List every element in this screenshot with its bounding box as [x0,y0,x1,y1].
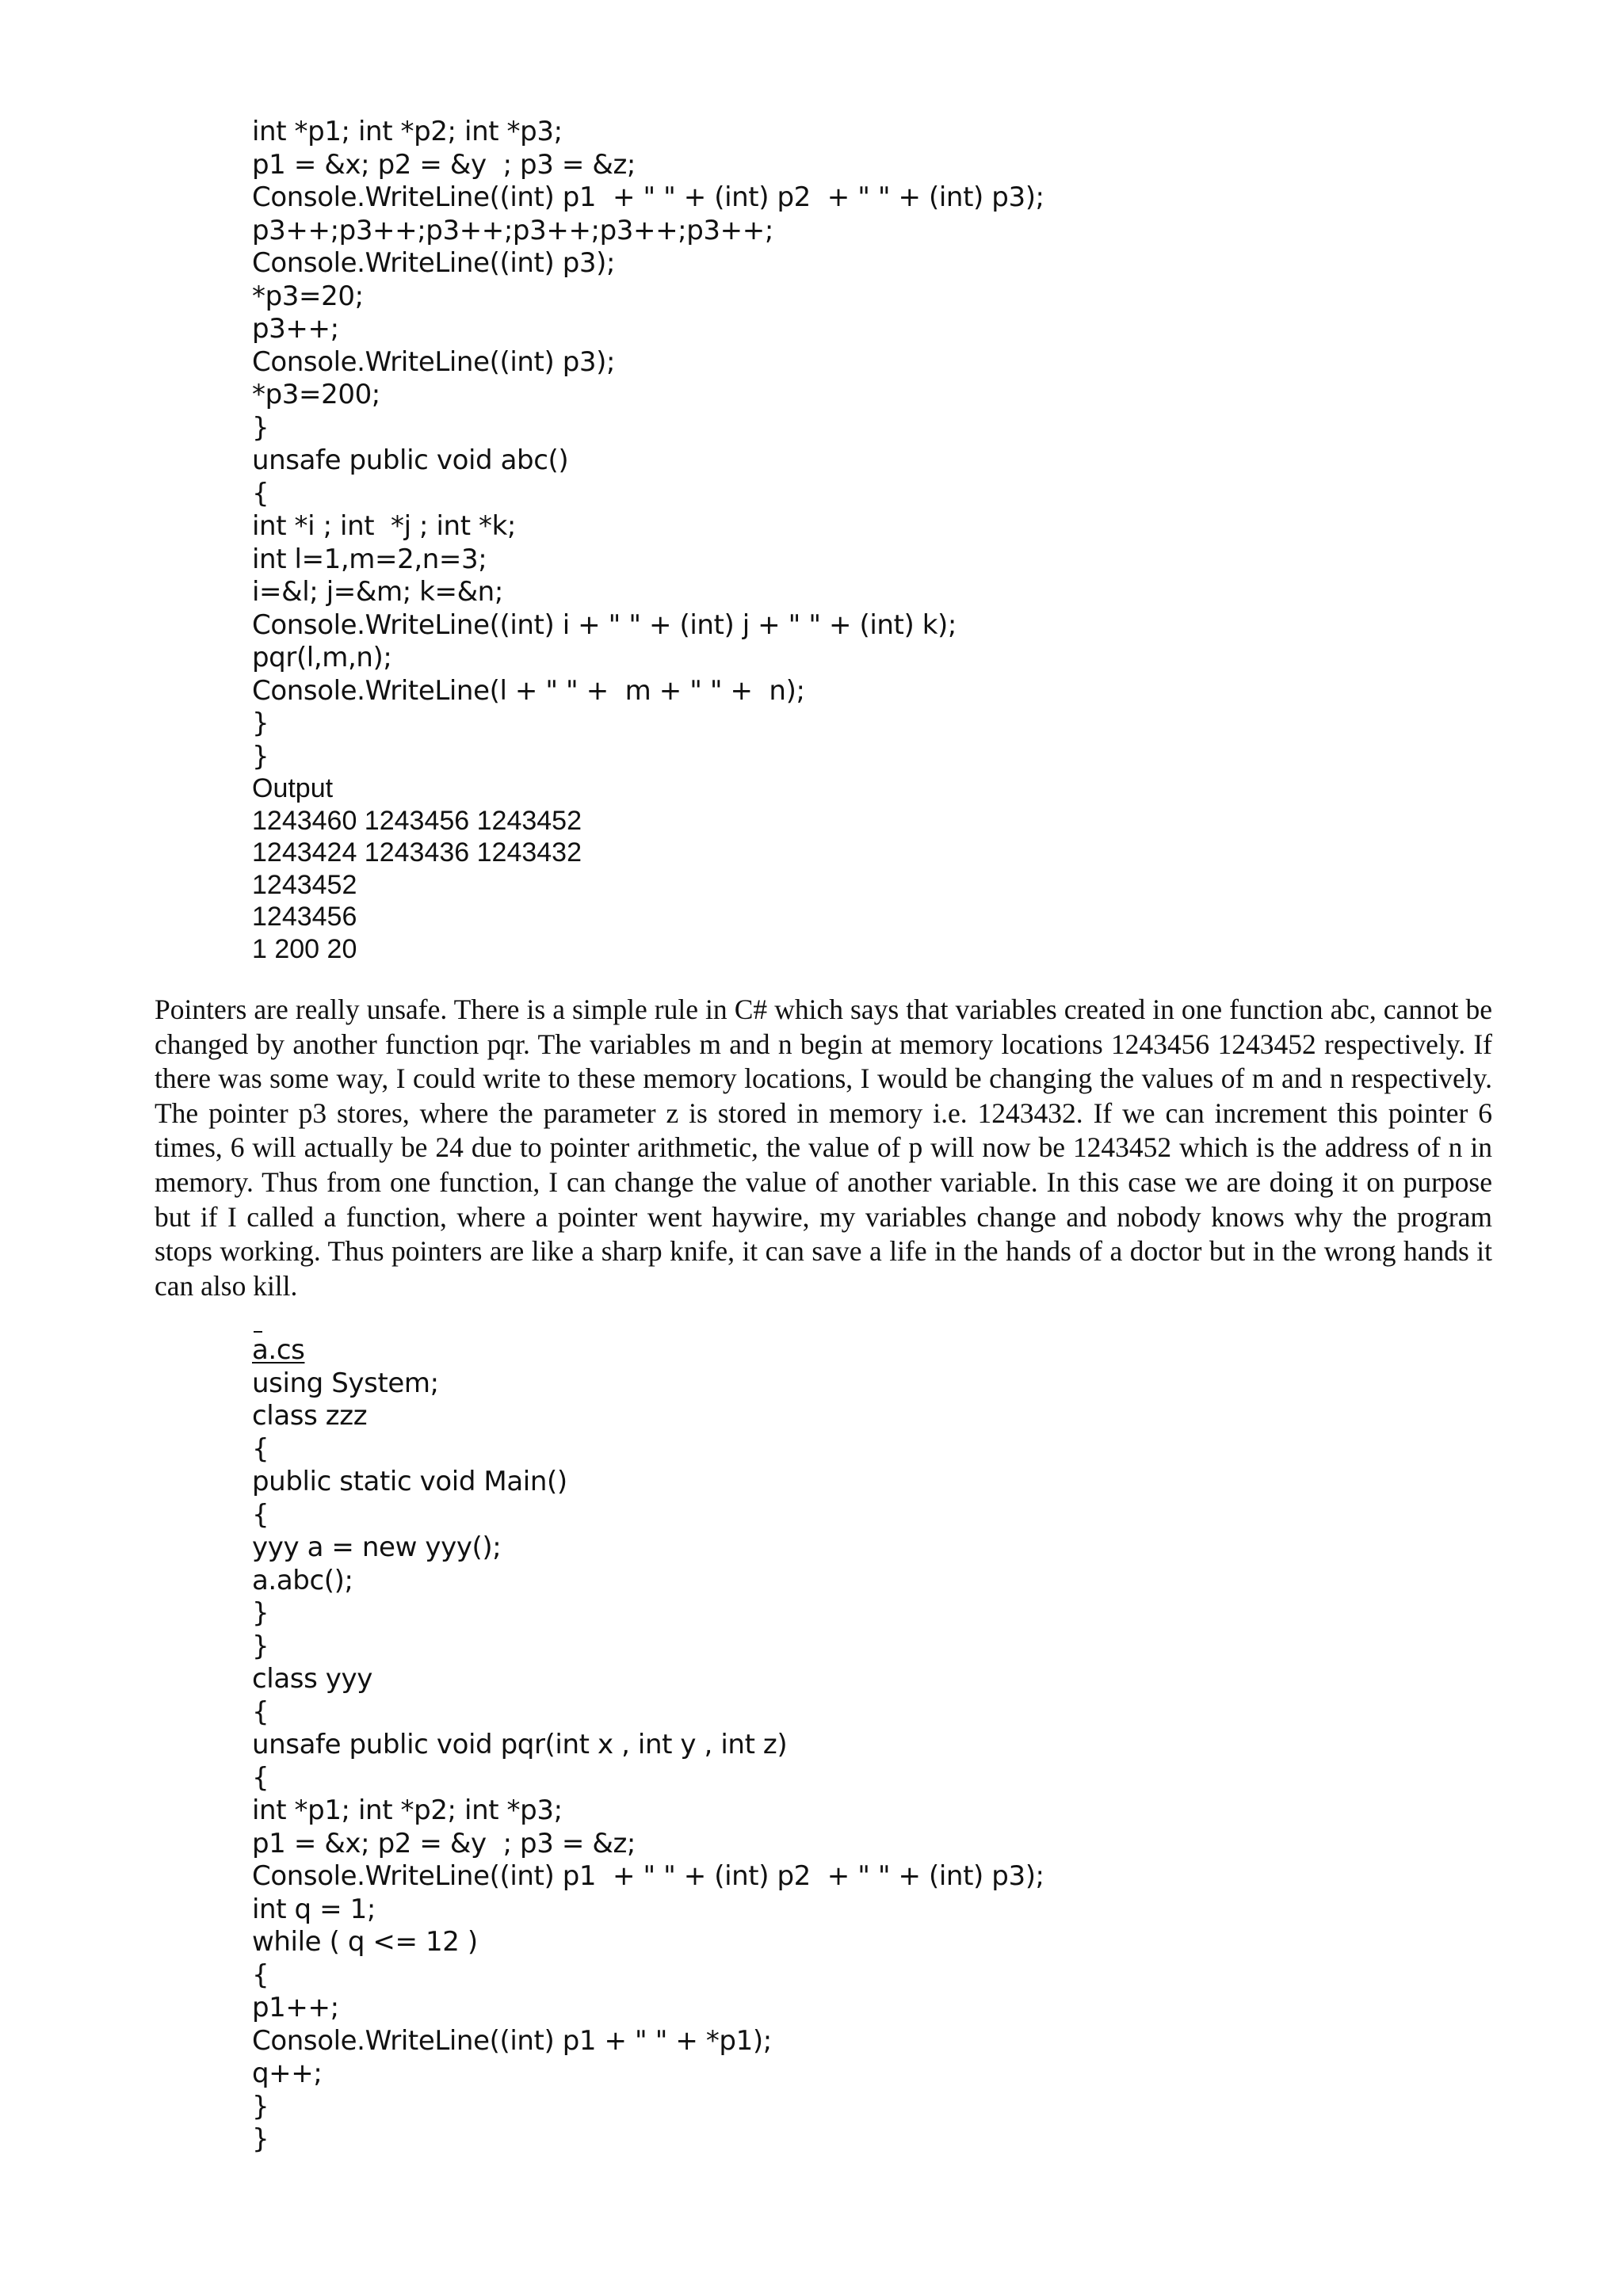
code-line: public static void Main() [252,1466,567,1497]
code-line: unsafe public void pqr(int x , int y , int z) [252,1729,788,1760]
code-line: } [252,2090,269,2122]
code-line: } [252,411,269,444]
code-line: } [252,2123,269,2155]
code-line: { [252,1958,269,1991]
code-line: { [252,1432,269,1465]
code-line: pqr(l,m,n); [252,642,392,673]
code-line: int l=1,m=2,n=3; [252,543,487,575]
code-line: p3++;p3++;p3++;p3++;p3++;p3++; [252,214,773,246]
code-line: p1++; [252,1992,339,2023]
code-line: { [252,1695,269,1728]
program-output [252,772,582,965]
code-line: *p3=200; [252,379,380,410]
code-line: { [252,1761,269,1794]
file-name-line [252,1334,1044,1367]
output-line: 1243460 1243456 1243452 [252,805,582,836]
code-line: using System; [252,1367,439,1399]
code-line: class zzz [252,1400,368,1432]
code-line: int *p1; int *p2; int *p3; [252,116,563,147]
code-line: Console.WriteLine((int) i + " " + (int) j + " " + (int) k); [252,608,957,641]
code-line: int *i ; int *j ; int *k; [252,510,516,542]
output-line: 1243452 [252,869,357,900]
code-line: } [252,740,269,772]
code-line: } [252,1630,269,1662]
body-paragraph: Pointers are really unsafe. There is a simple rule in C# which says that variables created in one function abc, cannot be changed by another function pqr. The variables m and n begin at memory locations 1243456 1243452 respectively. If there was some way, I could write to these memory locations, I would be changing the values of m and n respectively. The pointer p3 stores, where the parameter z is stored in memory i.e. 1243432. If we can increment this pointer 6 times, 6 will actually be 24 due to pointer arithmetic, the value of p will now be 1243452 which is the address of n in memory. Thus from one function, I can change the value of another variable. In this case we are doing it on purpose but if I called a function, where a pointer went haywire, my variables change and nobody knows why the program stops working. Thus pointers are like a sharp knife, it can save a life in the hands of a doctor but in the wrong hands it can also kill. [155,994,1492,1302]
code-line: Console.WriteLine((int) p1 + " " + (int) p2 + " " + (int) p3); [252,181,1044,213]
file-name: a.cs [252,1334,305,1366]
code-line: unsafe public void abc() [252,444,569,476]
output-line: 1243456 [252,902,357,932]
separator-dash [254,1331,262,1333]
code-line: a.abc(); [252,1564,353,1596]
code-line: Console.WriteLine((int) p3); [252,247,616,279]
code-line: } [252,1597,269,1629]
code-line: class yyy [252,1663,372,1695]
code-line: { [252,1498,269,1531]
code-line: i=&l; j=&m; k=&n; [252,576,503,608]
code-line: Console.WriteLine((int) p1 + " " + *p1); [252,2024,772,2057]
code-line: q++; [252,2058,323,2089]
code-line: int *p1; int *p2; int *p3; [252,1794,563,1826]
code-line: Console.WriteLine(l + " " + m + " " + n); [252,674,805,707]
code-line: while ( q <= 12 ) [252,1926,478,1958]
code-line: Console.WriteLine((int) p1 + " " + (int) p2 + " " + (int) p3); [252,1860,1044,1892]
output-line: 1 200 20 [252,933,357,964]
code-line: p1 = &x; p2 = &y ; p3 = &z; [252,148,636,181]
code-line: *p3=20; [252,280,364,312]
code-line: p3++; [252,313,339,345]
output-heading: Output [252,773,334,803]
code-line: Console.WriteLine((int) p3); [252,345,616,378]
code-line: } [252,707,269,739]
code-listing-top [252,116,1044,773]
code-listing-bottom [252,1334,1044,2157]
code-line: p1 = &x; p2 = &y ; p3 = &z; [252,1827,636,1859]
code-line: int q = 1; [252,1893,376,1925]
code-line: yyy a = new yyy(); [252,1531,502,1563]
code-line: { [252,477,269,509]
output-line: 1243424 1243436 1243432 [252,837,582,868]
